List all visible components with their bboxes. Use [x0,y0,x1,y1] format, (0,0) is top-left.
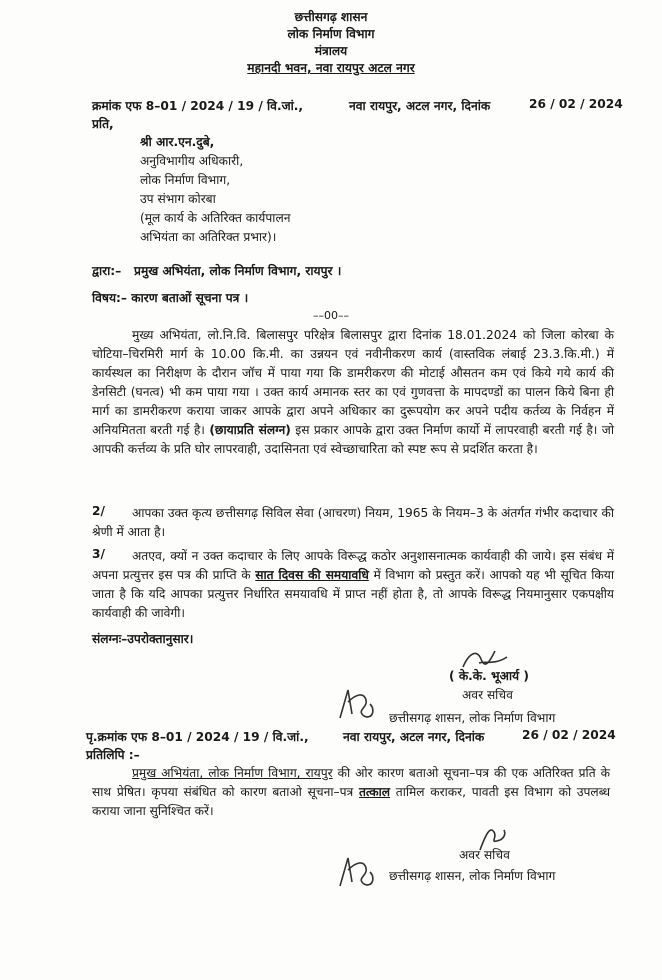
letter-date: 26 / 02 / 2024 [529,97,623,111]
endorsement-place-date: नवा रायपुर, अटल नगर, दिनांक [343,730,485,744]
addressee-line: लोक निर्माण विभाग, [140,173,231,187]
separator: ––00–– [313,309,349,322]
endorsement-text-b: तामिल कराकर, पावती इस विभाग को उपलब्ध कराया जाना सुनिश्चित करें। [92,785,611,818]
initials-mark-2-icon [334,852,380,892]
endorsement-paragraph [92,764,610,821]
paragraph-1-text: मुख्य अभियंता, लो.नि.वि. बिलासपुर परिक्षेत्र बिलासपुर द्वारा दिनांक 18.01.2024 को जिला कोरबा के चोटिया–चिरमिरी मार्ग के 10.00 कि.मी. का उन्नयन एवं नवीनीकरण कार्य (वास्तविक लंबाई 23.3.कि.मी.) में कार्यस्थल का निरीक्षण के दौरान जॉच में पाया गया कि डामरीकरण की मोटाई औसतन कम एवं किये गये कार्य की डेनसिटी (घनत्व) भी कम पाया गया । उक्त कार्य अमानक स्तर का एवं गुणवत्ता के मापदण्डों का पालन किये बिना ही मार्ग का डामरीकरण कराया जाकर आपके द्वारा अपने अधिकार का दुरूपयोग कर अपने पदीय कर्तव्य के निर्वहन में अनियमितता बरती गई है। [92,328,614,437]
paragraph-1-attachment: (छायाप्रति संलग्न) [209,423,291,437]
paragraph-3-text-b: में विभाग को प्रस्तुत करें। आपको यह भी सूचित किया जाता है कि यदि आपका प्रत्युत्तर निर्धारित समयावधि में प्राप्त नहीं होता है, तो आपके विरूद्ध नियमानुसार एकपक्षीय कार्यवाही की जावेगी। [92,568,614,620]
endorsement-text-a: की ओर कारण बताओ सूचना–पत्र की एक अतिरिक्त प्रति के साथ प्रेषित। कृपया संबंधित को कारण बताओ सूचना–पत्र [92,766,610,799]
paragraph-1-rest: इस प्रकार आपके द्वारा उक्त निर्माण कार्यो में लापरवाही बरती गई है। जो आपकी कर्त्तव्य के प्रति घोर लापरवाही, उदासिनता एवं स्वेच्छाचारिता को स्पष्ट रूप से प्रदर्शित करता है। [92,423,614,456]
signatory-2-organisation: छत्तीसगढ़ शासन, लोक निर्माण विभाग [389,869,556,883]
signatory-organisation: छत्तीसगढ़ शासन, लोक निर्माण विभाग [389,711,556,725]
paragraph-2-number: 2/ [92,504,105,518]
header-government: छत्तीसगढ़ शासन [294,10,368,24]
prati-label: प्रति, [92,117,114,131]
paragraph-3-deadline: सात दिवस की समयावधि [255,568,369,582]
subject-line [92,289,248,306]
signatory-designation: अवर सचिव [462,688,513,702]
endorsement-urgent: तत्काल [358,785,391,799]
endorsement-recipient: प्रमुख अभियंता, लोक निर्माण विभाग, रायपुर [132,766,333,780]
addressee-line: अनुविभागीय अधिकारी, [140,154,244,168]
addressee-name: श्री आर.एन.दुबे, [140,135,215,149]
subject-text: कारण बताओं सूचना पत्र । [131,291,249,305]
endorsement-number: पृ.क्रमांक एफ 8–01 / 2024 / 19 / वि.जां., [86,730,309,744]
paragraph-2-text: आपका उक्त कृत्य छत्तीसगढ़ सिविल सेवा (आचरण) नियम, 1965 के नियम–3 के अंतर्गत गंभीर कदाचार की श्रेणी में आता है। [92,506,614,539]
header-ministry: मंत्रालय [314,44,348,58]
header-address-text: महानदी भवन, नवा रायपुर अटल नगर [247,61,415,75]
paragraph-3-text-a: अतएव, क्यों न उक्त कदाचार के लिए आपके विरूद्ध कठोर अनुशासनात्मक कार्यवाही की जाये। इस संबंध में अपना प्रत्युत्तर इस पत्र की प्राप्ति के [92,549,614,582]
header-address [0,59,662,76]
paragraph-3-number: 3/ [92,547,105,561]
via-label: द्वारा:– [92,264,122,278]
letter-number: क्रमांक एफ 8–01 / 2024 / 19 / वि.जां., [92,99,304,113]
via-text: प्रमुख अभियंता, लोक निर्माण विभाग, रायपुर । [134,264,342,278]
signatory-2-designation: अवर सचिव [459,848,510,862]
initials-mark-icon [334,684,380,724]
paragraph-2 [92,504,614,542]
via-line [92,262,341,279]
addressee-line: (मूल कार्य के अतिरिक्त कार्यपालन [140,211,291,225]
letter-place-date: नवा रायपुर, अटल नगर, दिनांक [349,99,491,113]
paragraph-3 [92,547,614,623]
paragraph-1 [92,326,614,459]
subject-label: विषय:– [92,291,128,305]
copy-label: प्रतिलिपि :– [86,748,140,762]
addressee-line: अभियंता का अतिरिक्त प्रभार)। [140,230,277,244]
endorsement-date: 26 / 02 / 2024 [522,728,616,742]
enclosure: संलग्नः–उपरोक्तानुसार। [92,632,194,646]
header-department: लोक निर्माण विभाग [287,27,375,41]
addressee-line: उप संभाग कोरबा [140,192,216,206]
signatory-name: ( के.के. भूआर्य ) [449,669,529,683]
